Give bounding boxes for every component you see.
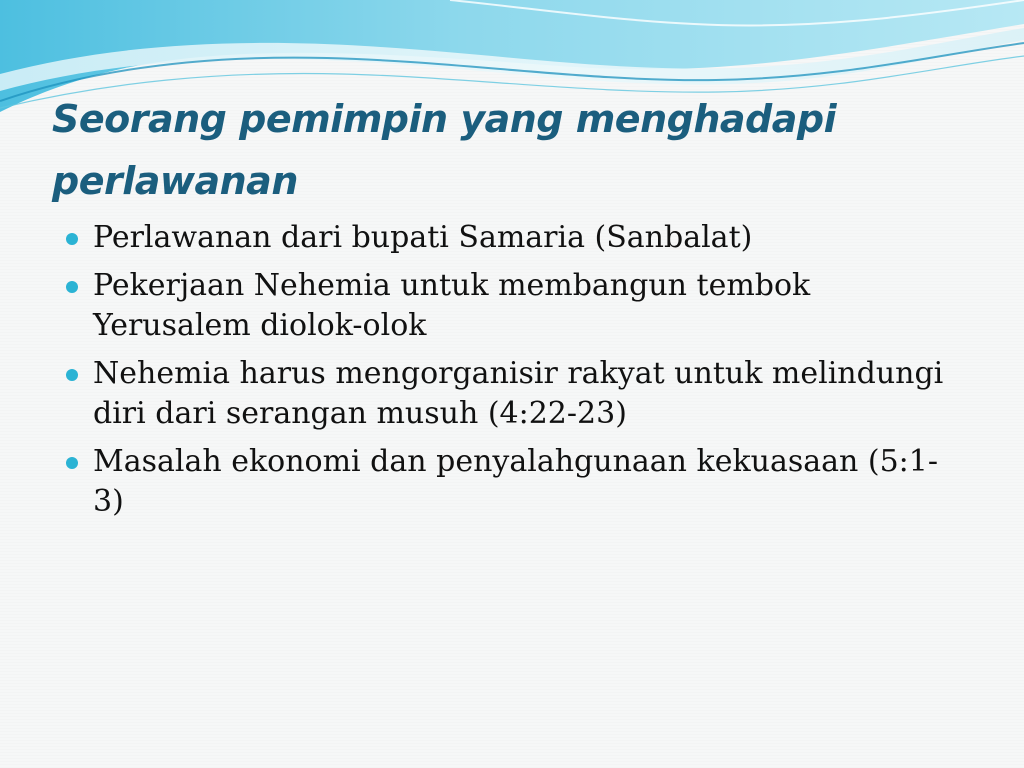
bullet-text: Perlawanan dari bupati Samaria (Sanbalat) — [93, 220, 753, 255]
bullet-item-2 — [64, 266, 964, 346]
bullet-item-4 — [64, 442, 964, 522]
bullet-text: Masalah ekonomi dan penyalahgunaan kekuasaan (5:1-3) — [93, 444, 938, 519]
bullet-dot-icon — [66, 369, 78, 381]
slide-title: Seorang pemimpin yang menghadapi perlawanan — [52, 97, 837, 203]
bullet-dot-icon — [66, 457, 78, 469]
bullet-list — [64, 218, 964, 530]
bullet-dot-icon — [66, 233, 78, 245]
bullet-item-1 — [64, 218, 964, 258]
bullet-text: Nehemia harus mengorganisir rakyat untuk melindungi diri dari serangan musuh (4:22-23) — [93, 356, 944, 431]
bullet-dot-icon — [66, 281, 78, 293]
bullet-item-3 — [64, 354, 964, 434]
bullet-text: Pekerjaan Nehemia untuk membangun tembok Yerusalem diolok-olok — [93, 268, 811, 343]
